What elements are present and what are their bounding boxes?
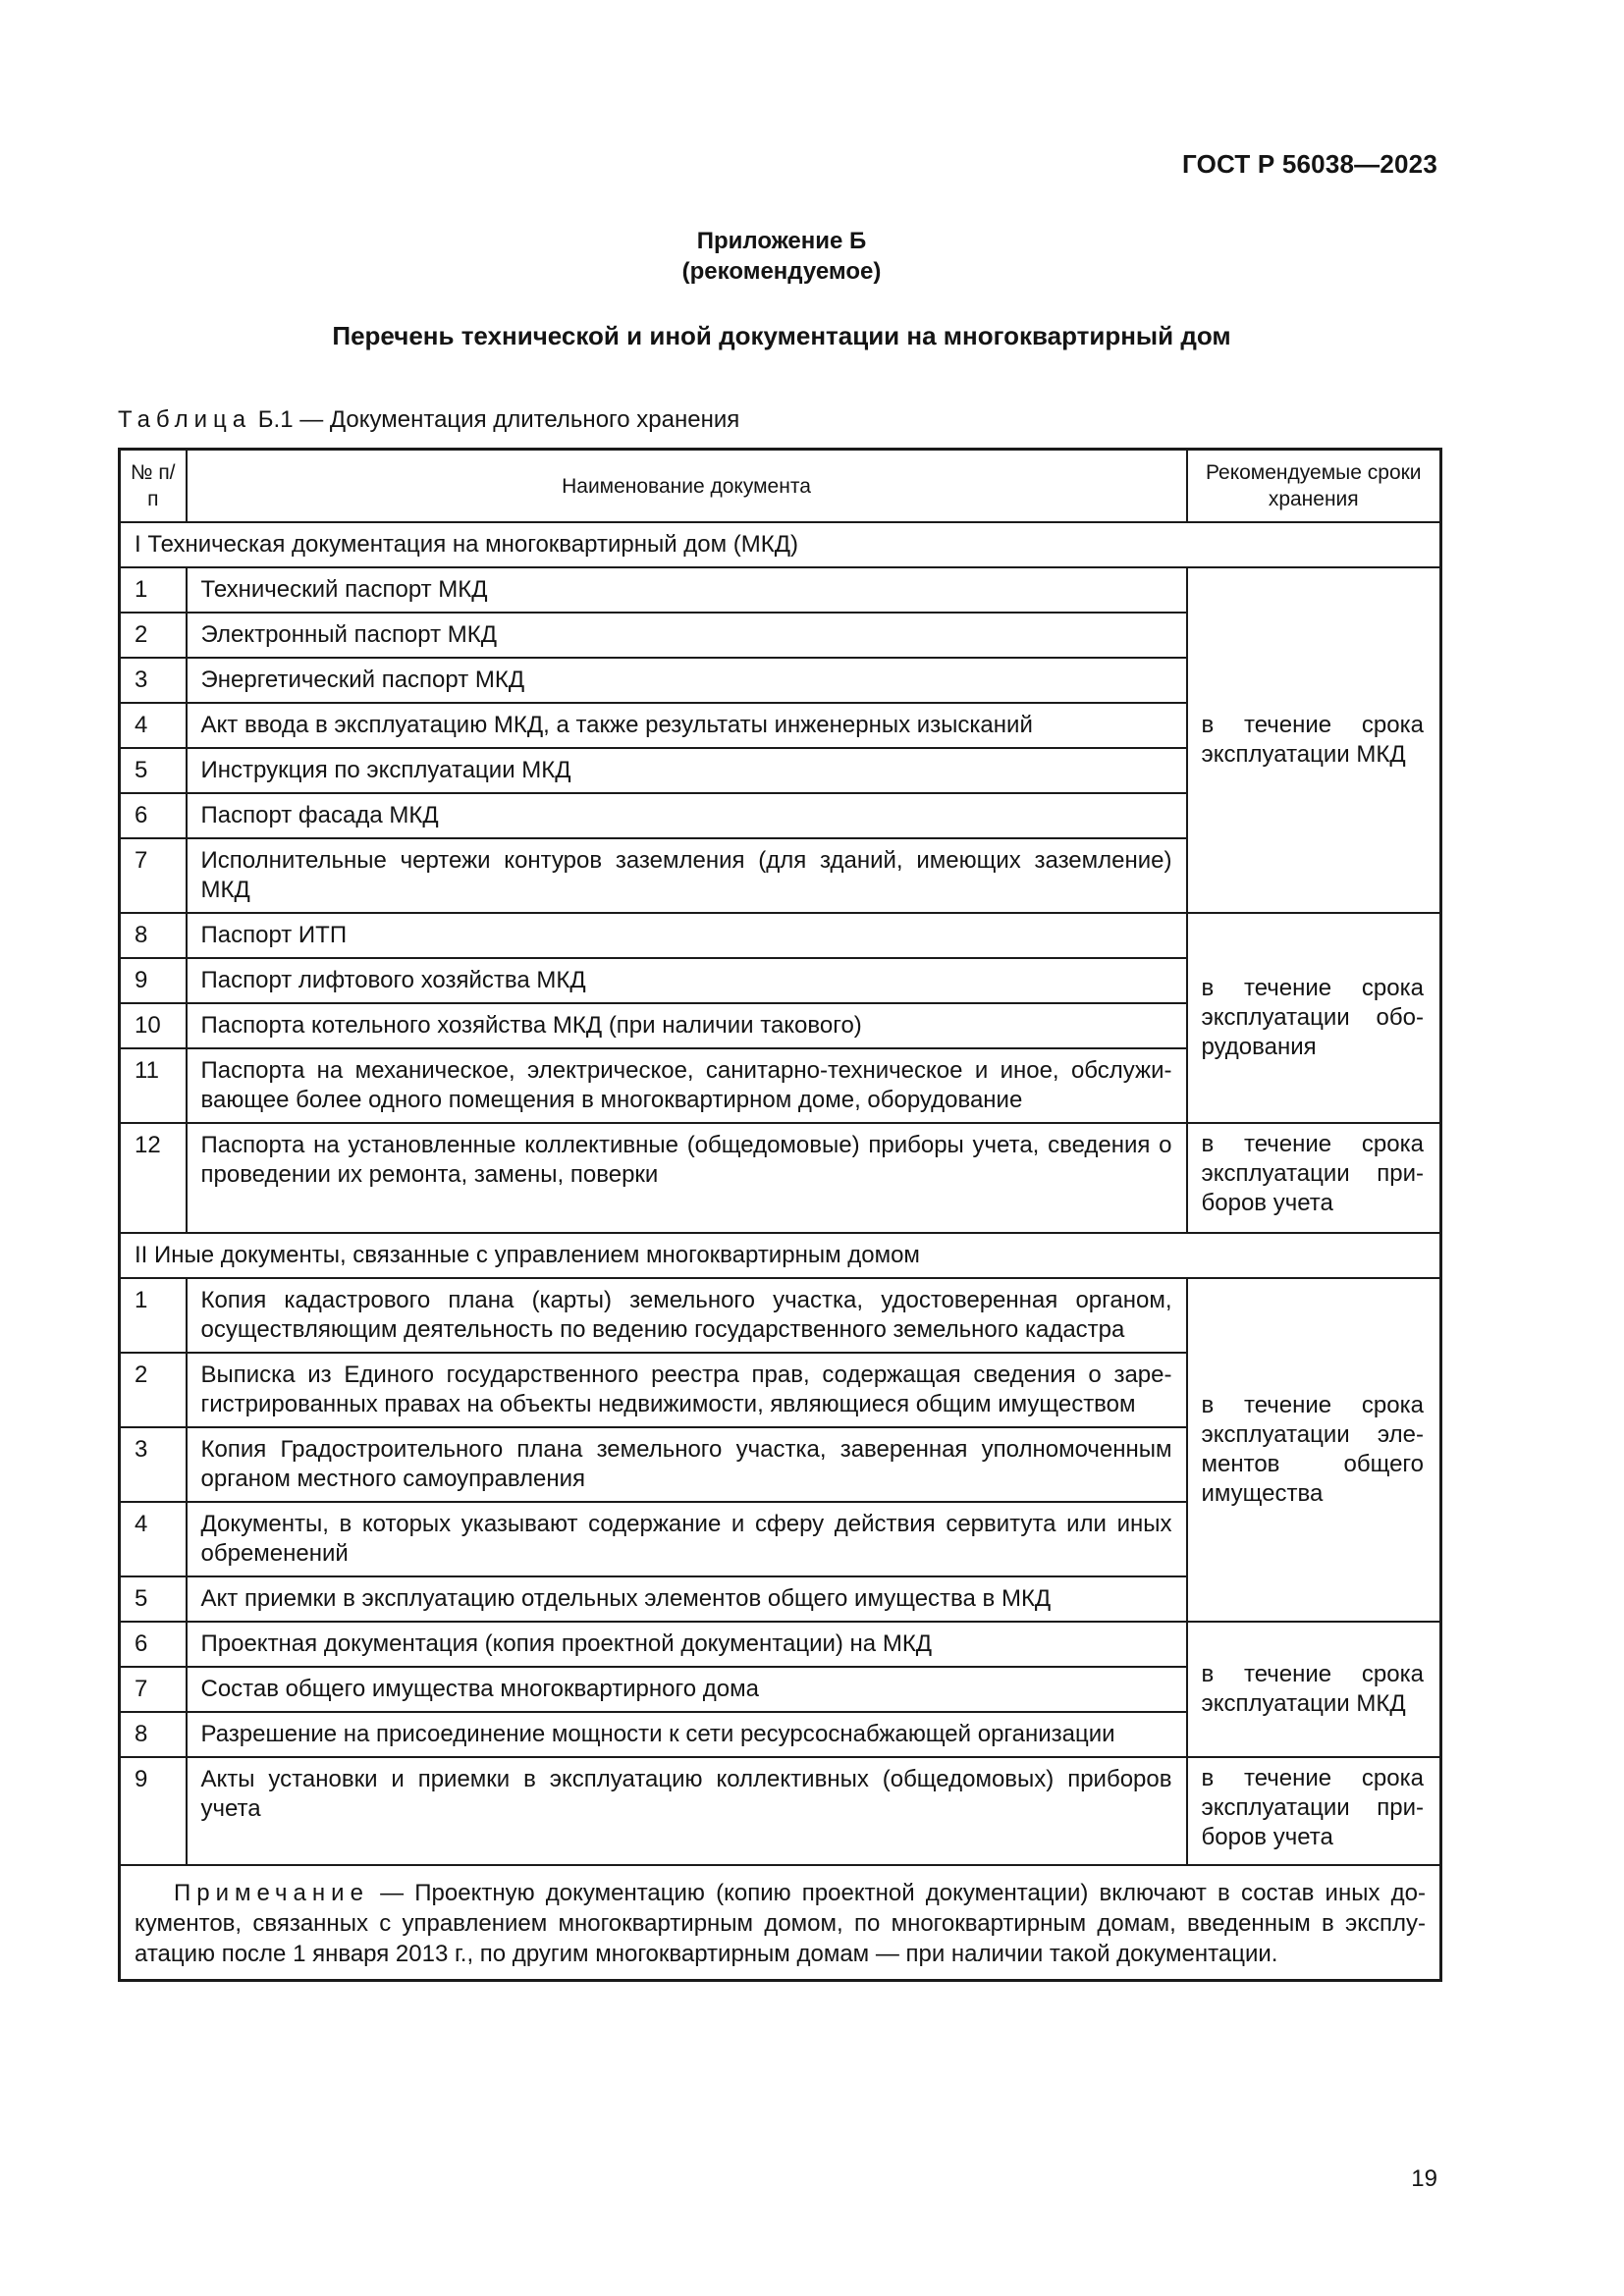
- section-title: I Техническая документация на многоквартирный дом (МКД): [120, 522, 1441, 567]
- column-header-name: Наименование документа: [187, 450, 1187, 523]
- section-title: II Иные документы, связанные с управлением многоквартирным домом: [120, 1233, 1441, 1278]
- row-number: 7: [120, 1667, 187, 1712]
- row-retention-term: в течение срока эксплуатации приборов учета: [1187, 1757, 1441, 1865]
- row-retention-term: в течение срока эксплуатации МКД: [1187, 567, 1441, 913]
- appendix-title: Приложение Б: [696, 228, 867, 254]
- row-number: 3: [120, 1427, 187, 1502]
- row-document-name: Паспорт ИТП: [187, 913, 1187, 958]
- page-title: Перечень технической и иной документации на многоквартирный дом: [332, 321, 1231, 350]
- row-number: 3: [120, 658, 187, 703]
- row-number: 4: [120, 1502, 187, 1576]
- table-row: [120, 1622, 1441, 1667]
- row-document-name: Паспорт фасада МКД: [187, 793, 1187, 838]
- document-id: ГОСТ Р 56038—2023: [1182, 149, 1437, 179]
- note-row: [120, 1865, 1441, 1981]
- note-label: Примечание: [174, 1880, 369, 1906]
- row-number: 8: [120, 913, 187, 958]
- row-document-name: Акт приемки в эксплуатацию отдельных элементов общего имущества в МКД: [187, 1576, 1187, 1622]
- row-retention-term: в течение срока эксплуатации оборудования: [1187, 913, 1441, 1123]
- row-retention-term: в течение срока эксплуатации элементов общего имущества: [1187, 1278, 1441, 1622]
- table-header-row: [120, 450, 1441, 523]
- row-number: 4: [120, 703, 187, 748]
- table-row: [120, 567, 1441, 613]
- row-document-name: Акты установки и приемки в эксплуатацию коллективных (общедомовых) приборов учета: [187, 1757, 1187, 1865]
- note-text: — Проектную документацию (копию проектной документации) включают в состав иных документов, связанных с управлением многоквартирным домом, по многоквартирным домам, введенным в эксплуатацию после 1 января 2013 г., по другим многоквартирным домам — при наличии такой документации.: [135, 1880, 1426, 1967]
- row-number: 7: [120, 838, 187, 913]
- section-row: [120, 522, 1441, 567]
- row-document-name: Паспорта на установленные коллективные (общедомовые) приборы учета, сведения о проведении их ремонта, замены, поверки: [187, 1123, 1187, 1233]
- row-retention-term: в течение срока эксплуатации МКД: [1187, 1622, 1441, 1757]
- row-document-name: Паспорт лифтового хозяйства МКД: [187, 958, 1187, 1003]
- table-caption-text: Б.1 — Документация длительного хранения: [251, 406, 740, 433]
- row-document-name: Технический паспорт МКД: [187, 567, 1187, 613]
- row-number: 6: [120, 793, 187, 838]
- row-number: 9: [120, 1757, 187, 1865]
- row-document-name: Инструкция по эксплуатации МКД: [187, 748, 1187, 793]
- row-document-name: Энергетический паспорт МКД: [187, 658, 1187, 703]
- row-document-name: Исполнительные чертежи контуров заземления (для зданий, имеющих заземление) МКД: [187, 838, 1187, 913]
- row-document-name: Акт ввода в эксплуатацию МКД, а также результаты инженерных изысканий: [187, 703, 1187, 748]
- table-note: [120, 1865, 1441, 1981]
- column-header-number: № п/п: [120, 450, 187, 523]
- column-header-term: Рекомендуемые сроки хранения: [1187, 450, 1441, 523]
- row-number: 5: [120, 1576, 187, 1622]
- table-row: [120, 913, 1441, 958]
- row-document-name: Паспорта на механическое, электрическое, санитарно-техническое и иное, обслуживающее более одного помещения в многоквартирном доме, оборудование: [187, 1048, 1187, 1123]
- table-caption-label: Таблица: [118, 406, 252, 433]
- row-document-name: Разрешение на присоединение мощности к сети ресурсоснабжающей организации: [187, 1712, 1187, 1757]
- row-number: 2: [120, 613, 187, 658]
- row-number: 11: [120, 1048, 187, 1123]
- table-row: [120, 1757, 1441, 1865]
- row-number: 1: [120, 567, 187, 613]
- table-caption: [118, 406, 739, 434]
- row-document-name: Документы, в которых указывают содержание и сферу действия сервитута или иных обременений: [187, 1502, 1187, 1576]
- row-document-name: Копия кадастрового плана (карты) земельного участка, удостоверенная органом, осуществляющим деятельность по ведению государственного земельного кадастра: [187, 1278, 1187, 1353]
- row-document-name: Проектная документация (копия проектной документации) на МКД: [187, 1622, 1187, 1667]
- row-number: 9: [120, 958, 187, 1003]
- row-number: 10: [120, 1003, 187, 1048]
- appendix-status: (рекомендуемое): [681, 258, 882, 285]
- section-row: [120, 1233, 1441, 1278]
- row-document-name: Состав общего имущества многоквартирного дома: [187, 1667, 1187, 1712]
- row-number: 6: [120, 1622, 187, 1667]
- row-document-name: Электронный паспорт МКД: [187, 613, 1187, 658]
- row-number: 1: [120, 1278, 187, 1353]
- row-number: 5: [120, 748, 187, 793]
- page-number: 19: [1411, 2165, 1437, 2192]
- row-number: 8: [120, 1712, 187, 1757]
- row-document-name: Копия Градостроительного плана земельного участка, заверенная уполномоченным органом местного самоуправления: [187, 1427, 1187, 1502]
- row-number: 2: [120, 1353, 187, 1427]
- row-document-name: Выписка из Единого государственного реестра прав, содержащая сведения о зарегистрированных правах на объекты недвижимости, являющиеся общим имуществом: [187, 1353, 1187, 1427]
- row-retention-term: в течение срока эксплуатации приборов учета: [1187, 1123, 1441, 1233]
- table-container: [118, 448, 1439, 1982]
- table-row: [120, 1123, 1441, 1233]
- table-row: [120, 1278, 1441, 1353]
- row-document-name: Паспорта котельного хозяйства МКД (при наличии такового): [187, 1003, 1187, 1048]
- row-number: 12: [120, 1123, 187, 1233]
- documents-table: [118, 448, 1442, 1982]
